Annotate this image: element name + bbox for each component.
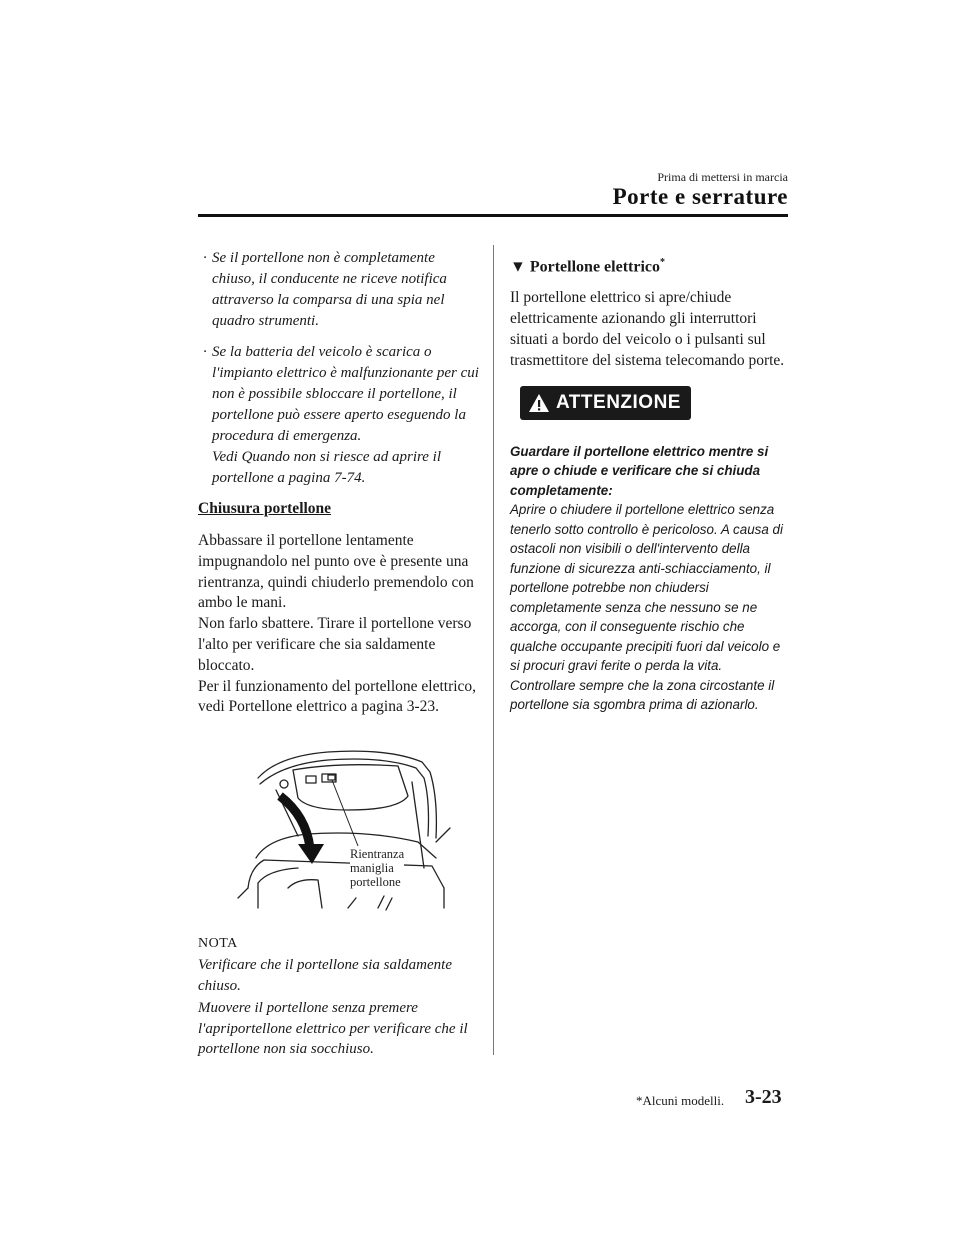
triangle-marker-icon: ▼ <box>510 258 526 276</box>
warning-triangle-icon <box>528 393 550 413</box>
callout-line: maniglia <box>350 861 394 876</box>
body-paragraph: Abbassare il portellone lentamente impugnandolo nel punto ove è presente una rientranza, quindi chiuderlo premendolo con ambo le mani. <box>198 532 474 612</box>
note-text: Muovere il portellone senza premere l'apriportellone elettrico per verificare che il portellone non sia socchiuso. <box>198 1000 468 1058</box>
header-rule <box>198 214 788 217</box>
warning-body: Aprire o chiudere il portellone elettrico senza tenerlo sotto controllo è pericoloso. A causa di ostacoli non visibili o dell'intervento della funzione di sicurezza anti-schiacciamento, il portellone potrebbe non chiudersi completamente senza che nessuno se ne accorga, con il conseguente rischio che qualche occupante precipiti fuori dal veicolo e si procuri gravi ferite o perda la vita. <box>510 502 783 674</box>
warning-body: Controllare sempre che la zona circostante il portellone sia sgombra prima di azionarlo. <box>510 677 775 713</box>
warning-title: Guardare il portellone elettrico mentre si apre o chiude e verificare che si chiuda completamente: <box>510 443 769 498</box>
body-paragraph: Per il funzionamento del portellone elettrico, vedi Portellone elettrico a pagina 3-23. <box>198 677 477 716</box>
warning-badge <box>520 386 691 420</box>
note-text: Se la batteria del veicolo è scarica o l'impianto elettrico è malfunzionante per cui non è possibile sbloccare il portellone, il portellone può essere aperto eseguendo la procedura di emergenza. <box>212 344 479 444</box>
callout-line: portellone <box>350 875 401 890</box>
footer-note: *Alcuni modelli. <box>636 1093 725 1108</box>
note-crossref: Vedi Quando non si riesce ad aprire il portellone a pagina 7-74. <box>212 449 442 486</box>
note-bullet <box>198 342 480 489</box>
section-heading <box>510 252 792 278</box>
figure-callout <box>350 847 404 889</box>
page-title: Porte e serrature <box>612 184 788 209</box>
subheading-closing: Chiusura portellone <box>198 500 332 517</box>
right-column <box>510 252 792 715</box>
note-text: Se il portellone non è completamente chiuso, il conducente ne riceve notifica attraverso la comparsa di una spia nel quadro strumenti. <box>212 250 447 329</box>
note-text: Verificare che il portellone sia saldamente chiuso. <box>198 957 452 994</box>
page-number: 3-23 <box>745 1086 782 1108</box>
tailgate-illustration <box>198 738 458 913</box>
section-heading-text: Portellone elettrico <box>529 258 660 276</box>
intro-paragraph: Il portellone elettrico si apre/chiude elettricamente azionando gli interruttori situati a bordo del veicolo o i pulsanti sul trasmettitore del sistema telecomando porte. <box>510 289 785 369</box>
body-paragraph: Non farlo sbattere. Tirare il portellone verso l'alto per verificare che sia saldamente bloccato. <box>198 615 472 674</box>
bullet-dot-icon: · <box>203 344 207 360</box>
callout-line: Rientranza <box>350 847 405 862</box>
left-column <box>198 248 480 1060</box>
warning-label: ATTENZIONE <box>556 391 681 413</box>
bullet-dot-icon: · <box>203 250 207 266</box>
tailgate-figure <box>198 738 458 913</box>
column-divider <box>493 245 494 1055</box>
note-title: NOTA <box>198 936 238 952</box>
note-bullet <box>198 248 480 332</box>
header-section: Prima di mettersi in marcia <box>657 170 788 184</box>
asterisk-marker: * <box>660 257 665 268</box>
